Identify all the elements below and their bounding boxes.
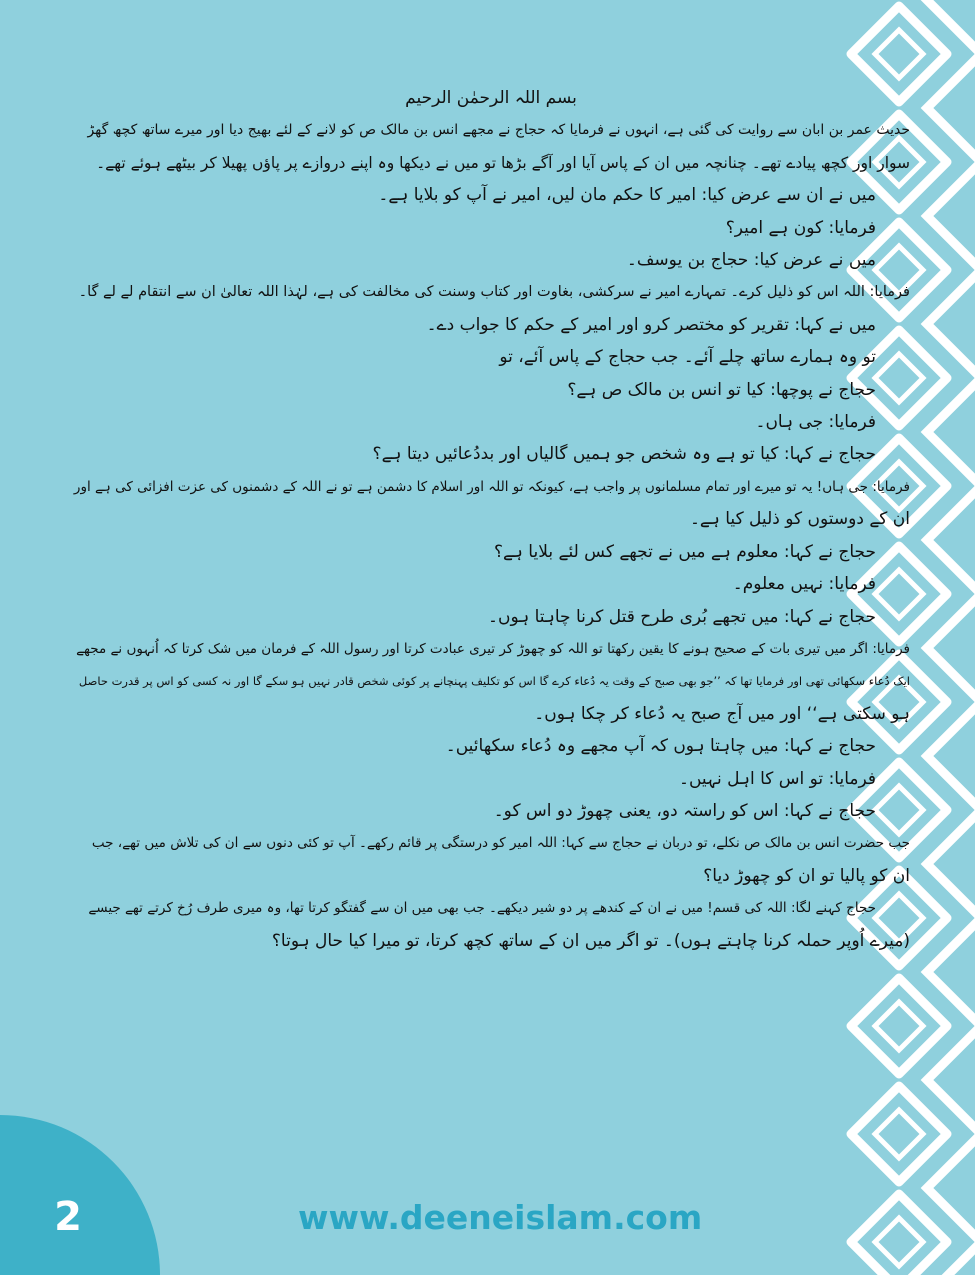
- website-url: www.deeneislam.com: [298, 1198, 703, 1237]
- page-number: 2: [54, 1194, 82, 1240]
- text-line: تو وہ ہمارے ساتھ چلے آئے۔ جب حجاج کے پاس آئے، تو: [499, 347, 876, 368]
- text-line: حدیث عمر بن ابان سے روایت کی گئی ہے، انہوں نے فرمایا کہ حجاج نے مجھے انس بن مالک ص کو لانے کے لئے بھیج دیا اور میرے ساتھ کچھ گھڑ: [87, 122, 910, 139]
- text-line: ہو سکتی ہے‘‘ اور میں آج صبح یہ دُعاء کر چکا ہوں۔: [534, 703, 910, 724]
- text-line: جب حضرت انس بن مالک ص نکلے، تو دربان نے حجاج سے کہا: اللہ امیر کو درستگی پر قائم رکھے۔ آپ تو کئی دنوں سے ان کی تلاش میں تھے، جب: [91, 835, 910, 852]
- text-line: میں نے ان سے عرض کیا: امیر کا حکم مان لیں، امیر نے آپ کو بلایا ہے۔: [378, 185, 876, 206]
- text-line: حجاج نے کہا: معلوم ہے میں نے تجھے کس لئے بلایا ہے؟: [493, 541, 876, 562]
- article-body: [72, 82, 910, 957]
- text-line: میں نے کہا: تقریر کو مختصر کرو اور امیر کے حکم کا جواب دے۔: [426, 314, 876, 335]
- text-line: فرمایا: جی ہاں۔: [755, 412, 876, 433]
- text-line: حجاج نے کہا: اس کو راستہ دو، یعنی چھوڑ دو اس کو۔: [493, 800, 876, 821]
- text-line: ایک دُعاء سکھائی تھی اور فرمایا تھا کہ ’’جو بھی صبح کے وقت یہ دُعاء کرے گا اس کو تکلیف پہنچانے پر کوئی شخص قادر نہیں ہو سکے گا اور نہ کسی کو اس پر قدرت حاصل: [78, 674, 910, 689]
- text-line: حجاج نے پوچھا: کیا تو انس بن مالک ص ہے؟: [567, 379, 876, 400]
- text-line: فرمایا: نہیں معلوم۔: [732, 574, 876, 595]
- text-line: فرمایا: تو اس کا اہل نہیں۔: [679, 768, 876, 789]
- text-line: حجاج نے کہا: کیا تو ہے وہ شخص جو ہمیں گالیاں اور بددُعائیں دیتا ہے؟: [372, 444, 876, 465]
- text-line: حجاج نے کہا: میں تجھے بُری طرح قتل کرنا چاہتا ہوں۔: [488, 606, 876, 627]
- text-line: حجاج کہنے لگا: اللہ کی قسم! میں نے ان کے کندھے پر دو شیر دیکھے۔ جب بھی میں ان سے گفتگو کرتا تھا، وہ میری طرف رُخ کرتے تھے جیسے: [88, 900, 876, 917]
- text-line: سوار اور کچھ پیادے تھے۔ چنانچہ میں ان کے پاس آیا اور آگے بڑھا تو میں نے دیکھا وہ اپنے دروازے پر پاؤں پھیلا کر بیٹھے ہوئے تھے۔: [96, 153, 910, 172]
- text-line: حجاج نے کہا: میں چاہتا ہوں کہ آپ مجھے وہ دُعاء سکھائیں۔: [445, 736, 876, 757]
- text-line: فرمایا: کون ہے امیر؟: [725, 217, 876, 238]
- text-line: فرمایا: جی ہاں! یہ تو میرے اور تمام مسلمانوں پر واجب ہے، کیونکہ تو اللہ اور اسلام کا دشمن ہے تو نے اللہ کے دشمنوں کی عزت افزائی کی ہے اور: [73, 478, 910, 495]
- text-line: فرمایا: اللہ اس کو ذلیل کرے۔ تمہارے امیر نے سرکشی، بغاوت اور کتاب وسنت کی مخالفت کی ہے، لہٰذا اللہ تعالیٰ ان سے انتقام لے لے گا۔: [78, 284, 910, 301]
- text-line: ان کو پالیا تو ان کو چھوڑ دیا؟: [703, 865, 910, 886]
- text-line: (میرے اُوپر حملہ کرنا چاہتے ہوں)۔ تو اگر میں ان کے ساتھ کچھ کرتا، تو میرا کیا حال ہوتا؟: [271, 930, 910, 951]
- text-line: فرمایا: اگر میں تیری بات کے صحیح ہونے کا یقین رکھتا تو اللہ کو چھوڑ کر تیری عبادت کرتا اور رسول اللہ کے فرمان میں شک کرتا کہ اُنہوں نے مجھے: [76, 640, 910, 657]
- text-line: ان کے دوستوں کو ذلیل کیا ہے۔: [689, 509, 910, 530]
- text-line: میں نے عرض کیا: حجاج بن یوسف۔: [626, 250, 876, 271]
- bismillah-heading: بسم اللہ الرحمٰن الرحیم: [405, 88, 577, 108]
